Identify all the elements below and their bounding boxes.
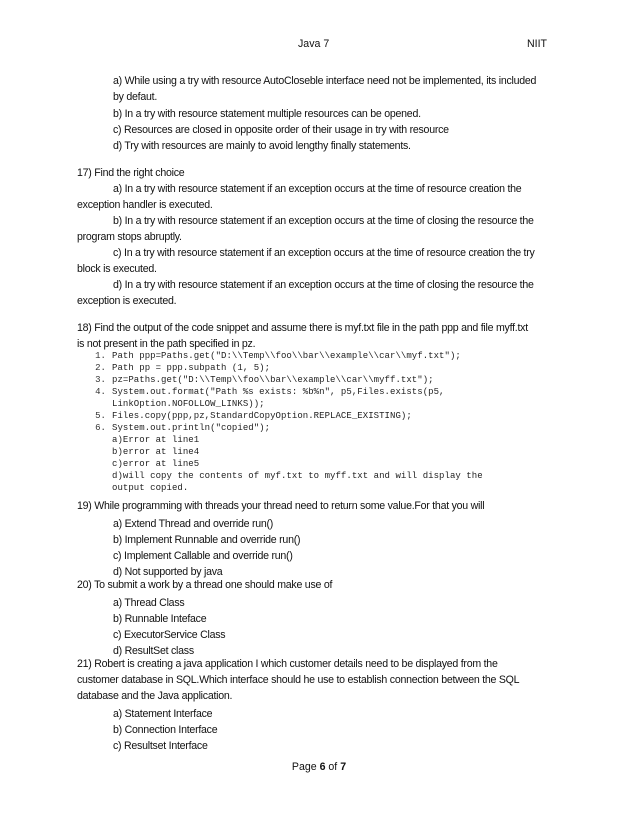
q21-option-a: a) Statement Interface	[113, 708, 213, 720]
code-line-text: System.out.format("Path %s exists: %b%n", p5,Files.exists(p5,	[112, 387, 445, 397]
code-line-text: a)Error at line1	[112, 435, 200, 445]
code-answer-line	[88, 483, 188, 495]
q20-option-a: a) Thread Class	[113, 597, 185, 609]
q16-option-c: c) Resources are closed in opposite order of their usage in try with resource	[113, 124, 449, 136]
code-answer-line	[88, 447, 199, 459]
code-line	[88, 423, 270, 435]
q19-option-c: c) Implement Callable and override run()	[113, 550, 293, 562]
code-line-text: Path pp = ppp.subpath (1, 5);	[112, 363, 271, 373]
q16-option-b: b) In a try with resource statement multiple resources can be opened.	[113, 108, 421, 120]
code-line-text: LinkOption.NOFOLLOW_LINKS));	[112, 399, 265, 409]
q21-option-c: c) Resultset Interface	[113, 740, 208, 752]
code-line-text: b)error at line4	[112, 447, 200, 457]
code-line	[88, 387, 445, 399]
q19-option-a: a) Extend Thread and override run()	[113, 518, 274, 530]
code-line-text: pz=Paths.get("D:\\Temp\\foo\\bar\\example\\car\\myff.txt");	[112, 375, 434, 385]
q20-question: 20) To submit a work by a thread one should make use of	[77, 579, 333, 591]
q16-option-a: a) While using a try with resource AutoCloseble interface need not be implemented, its included	[113, 75, 537, 87]
q20-option-c: c) ExecutorService Class	[113, 629, 226, 641]
code-line	[88, 399, 265, 411]
footer-prefix: Page	[291, 761, 320, 773]
code-line-number: 2.	[95, 363, 106, 373]
q17-option-b: b) In a try with resource statement if an exception occurs at the time of closing the resource the	[113, 215, 534, 227]
q17-option-d-cont: exception is executed.	[77, 295, 177, 307]
footer-current-page: 6	[319, 761, 326, 773]
code-line-number: 3.	[95, 375, 106, 385]
code-answer-line	[88, 471, 483, 483]
code-line	[88, 351, 461, 363]
q19-option-d: d) Not supported by java	[113, 566, 223, 578]
code-line-text: System.out.println("copied");	[112, 423, 271, 433]
q21-question: 21) Robert is creating a java application I which customer details need to be displayed from the	[77, 658, 498, 670]
q17-option-c-cont: block is executed.	[77, 263, 157, 275]
q17-option-a: a) In a try with resource statement if an exception occurs at the time of resource creation the	[113, 183, 522, 195]
q21-question-cont: customer database in SQL.Which interface should he use to establish connection between the SQL	[77, 674, 520, 686]
footer-total-pages: 7	[340, 761, 347, 773]
q16-option-d: d) Try with resources are mainly to avoid lengthy finally statements.	[113, 140, 411, 152]
code-line-text: Path ppp=Paths.get("D:\\Temp\\foo\\bar\\example\\car\\myf.txt");	[112, 351, 461, 361]
q16-option-a-cont: by defaut.	[113, 91, 158, 103]
code-line-number: 4.	[95, 387, 106, 397]
q21-option-b: b) Connection Interface	[113, 724, 218, 736]
q17-option-a-cont: exception handler is executed.	[77, 199, 213, 211]
code-line-text: d)will copy the contents of myf.txt to myff.txt and will display the	[112, 471, 483, 481]
q20-option-d: d) ResultSet class	[113, 645, 194, 657]
code-line	[88, 363, 270, 375]
code-line-text: output copied.	[112, 483, 189, 493]
code-line-text: Files.copy(ppp,pz,StandardCopyOption.REPLACE_EXISTING);	[112, 411, 412, 421]
code-line-number: 1.	[95, 351, 106, 361]
q19-question: 19) While programming with threads your thread need to return some value.For that you will	[77, 500, 485, 512]
code-answer-line	[88, 435, 199, 447]
q17-question: 17) Find the right choice	[77, 167, 185, 179]
q19-option-b: b) Implement Runnable and override run()	[113, 534, 301, 546]
footer-middle: of	[325, 761, 341, 773]
q18-question-cont: is not present in the path specified in pz.	[77, 338, 256, 350]
code-line-text: c)error at line5	[112, 459, 200, 469]
q17-option-c: c) In a try with resource statement if an exception occurs at the time of resource creation the try	[113, 247, 535, 259]
q21-question-cont: database and the Java application.	[77, 690, 233, 702]
q20-option-b: b) Runnable Inteface	[113, 613, 207, 625]
q17-option-b-cont: program stops abruptly.	[77, 231, 182, 243]
q18-question: 18) Find the output of the code snippet and assume there is myf.txt file in the path ppp and file myff.txt	[77, 322, 528, 334]
q17-option-d: d) In a try with resource statement if an exception occurs at the time of closing the resource the	[113, 279, 534, 291]
code-answer-line	[88, 459, 199, 471]
code-line-number: 5.	[95, 411, 106, 421]
page-footer	[0, 761, 638, 773]
code-line	[88, 411, 412, 423]
header-title: Java 7	[298, 38, 330, 50]
code-line	[88, 375, 434, 387]
header-org: NIIT	[527, 38, 548, 50]
code-line-number: 6.	[95, 423, 106, 433]
